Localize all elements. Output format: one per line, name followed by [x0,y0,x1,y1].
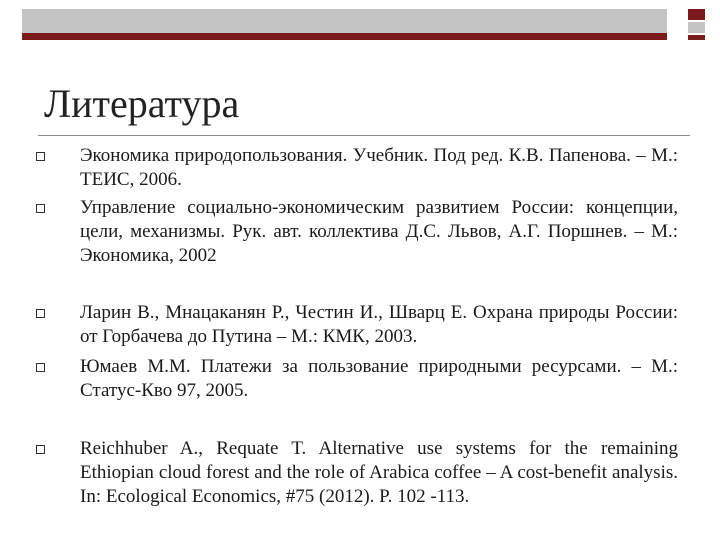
reference-text: Экономика природопользования. Учебник. Под ред. К.В. Папенова. – М.: ТЕИС, 2006. [80,145,678,190]
square-bullet-icon [36,204,45,213]
slide-title: Литература [44,81,240,126]
reference-text: Управление социально-экономическим развитием России: концепции, цели, механизмы. Рук. авт. коллектива Д.С. Львов, А.Г. Поршнев. – М.: Экономика, 2002 [80,197,678,266]
square-bullet-icon [36,309,45,318]
square-bullet-icon [36,445,45,454]
reference-text: Ларин В., Мнацаканян Р., Честин И., Шварц Е. Охрана природы России: от Горбачева до Путина – М.: КМК, 2003. [80,302,678,347]
reference-text: Юмаев М.М. Платежи за пользование природными ресурсами. – М.: Статус-Кво 97, 2005. [80,356,678,401]
reference-text: Reichhuber A., Requate T. Alternative use systems for the remaining Ethiopian cloud forest and the role of Arabica coffee – A cost-benefit analysis. In: Ecological Economics, #75 (2012). P. 102 -113. [80,438,678,507]
square-bullet-icon [36,152,45,161]
square-bullet-icon [36,363,45,372]
